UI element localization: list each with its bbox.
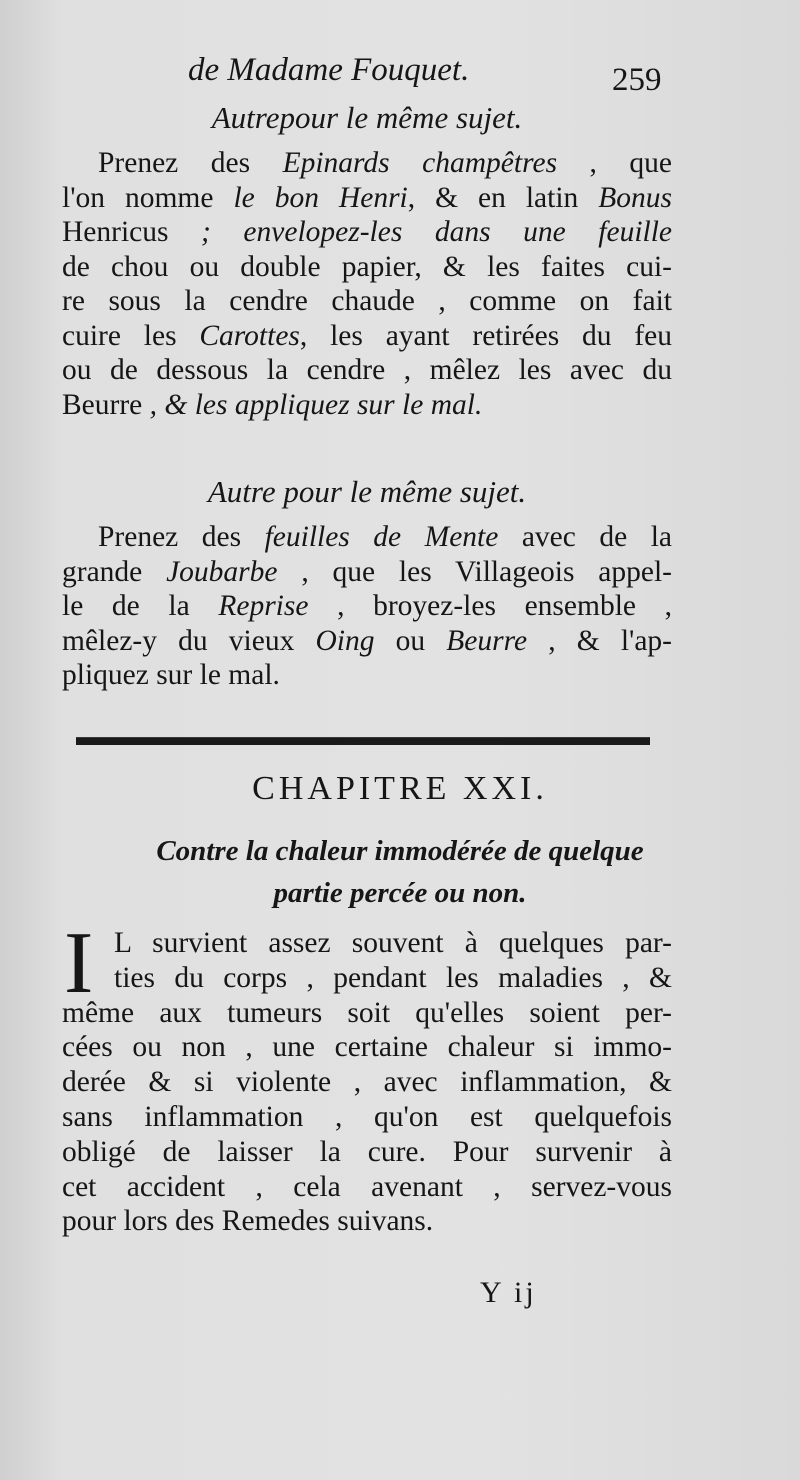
text-run: Prenez des xyxy=(98,521,265,553)
italic-term: Oing xyxy=(315,624,375,657)
section1-paragraph xyxy=(62,146,672,422)
text-run: Henricus xyxy=(62,216,169,248)
running-title: de Madame Fouquet. xyxy=(188,52,470,88)
italic-term: Carottes xyxy=(199,319,300,352)
text-run: cuire les xyxy=(62,319,200,352)
text-run: de chou ou double papier, & les faites cui- xyxy=(62,250,672,283)
text-run: l'on nomme xyxy=(62,181,234,214)
chapter-divider-rule xyxy=(76,737,650,745)
section1 xyxy=(62,100,672,140)
text-line xyxy=(62,215,672,250)
chapter-title-line2: partie percée ou non. xyxy=(273,877,527,909)
italic-term: Beurre xyxy=(446,624,528,657)
chapter-title-line1: Contre la chaleur immodérée de quelque xyxy=(156,835,644,867)
section2-heading: Autre pour le même sujet. xyxy=(207,474,527,509)
text-run: Prenez des xyxy=(98,147,283,179)
text-line xyxy=(62,181,672,216)
text-run: avec de la xyxy=(498,521,672,553)
text-run: mêlez-y du vieux xyxy=(62,624,316,657)
text-run: re sous la cendre chaude , comme on fait xyxy=(62,285,672,317)
section2-paragraph xyxy=(62,520,672,693)
italic-term: feuilles de Mente xyxy=(264,521,499,553)
text-line xyxy=(62,146,672,181)
text-run: , & en latin xyxy=(407,181,599,214)
chapter-paragraph xyxy=(62,915,672,1239)
text-line: pour lors des Remedes suivans. xyxy=(62,1205,434,1238)
italic-term: Joubarbe xyxy=(166,555,278,588)
text-run: , que xyxy=(557,147,672,179)
text-line: même aux tumeurs soit qu'elles soient per- xyxy=(62,996,672,1029)
text-line xyxy=(62,250,672,285)
text-line xyxy=(62,388,672,423)
text-line xyxy=(62,353,672,388)
text-run: ou xyxy=(374,624,447,657)
italic-term: Epinards champêtres xyxy=(282,147,558,179)
italic-term: , & les appliquez sur le mal. xyxy=(142,388,483,421)
chapter-title xyxy=(0,830,800,914)
italic-term: Bonus xyxy=(598,181,672,214)
text-run: Beurre xyxy=(62,388,143,421)
text-line xyxy=(62,284,672,319)
text-run: grande xyxy=(62,555,167,588)
text-line: ties du corps , pendant les maladies , & xyxy=(114,961,672,994)
text-run: , broyez-les ensemble , xyxy=(308,590,672,622)
text-line: derée & si violente , avec inflammation, & xyxy=(62,1066,672,1099)
text-run: le de la xyxy=(62,590,219,622)
text-line xyxy=(62,319,672,354)
text-line: sans inflammation , qu'on est quelquefois xyxy=(62,1100,672,1133)
section2 xyxy=(62,474,672,514)
text-line xyxy=(62,624,672,659)
text-line: cet accident , cela avenant , servez-vous xyxy=(62,1170,672,1203)
text-run: , & l'ap- xyxy=(527,624,672,657)
italic-term: le bon Henri xyxy=(233,181,408,214)
text-line xyxy=(62,658,672,693)
text-run: , que les Villageois appel- xyxy=(277,555,672,588)
italic-term: ; envelopez-les dans une feuille xyxy=(168,216,672,248)
text-line: obligé de laisser la cure. Pour survenir à xyxy=(62,1135,672,1168)
text-run: , les ayant retirées du feu xyxy=(299,319,672,352)
text-line xyxy=(62,520,672,555)
chapter-number: CHAPITRE XXI. xyxy=(252,770,548,807)
text-run: pliquez sur le mal. xyxy=(62,659,280,691)
italic-term: Reprise xyxy=(218,590,309,622)
text-line: cées ou non , une certaine chaleur si immo- xyxy=(62,1031,672,1064)
text-line: L survient assez souvent à quelques par- xyxy=(114,927,672,959)
drop-cap: I xyxy=(64,915,94,1012)
text-line xyxy=(62,555,672,590)
page-number: 259 xyxy=(612,62,662,98)
text-line xyxy=(62,589,672,624)
text-run: ou de dessous la cendre , mêlez les avec du xyxy=(62,354,672,386)
section1-heading: Autrepour le même sujet. xyxy=(211,100,523,135)
signature-mark: Y ij xyxy=(480,1276,537,1309)
